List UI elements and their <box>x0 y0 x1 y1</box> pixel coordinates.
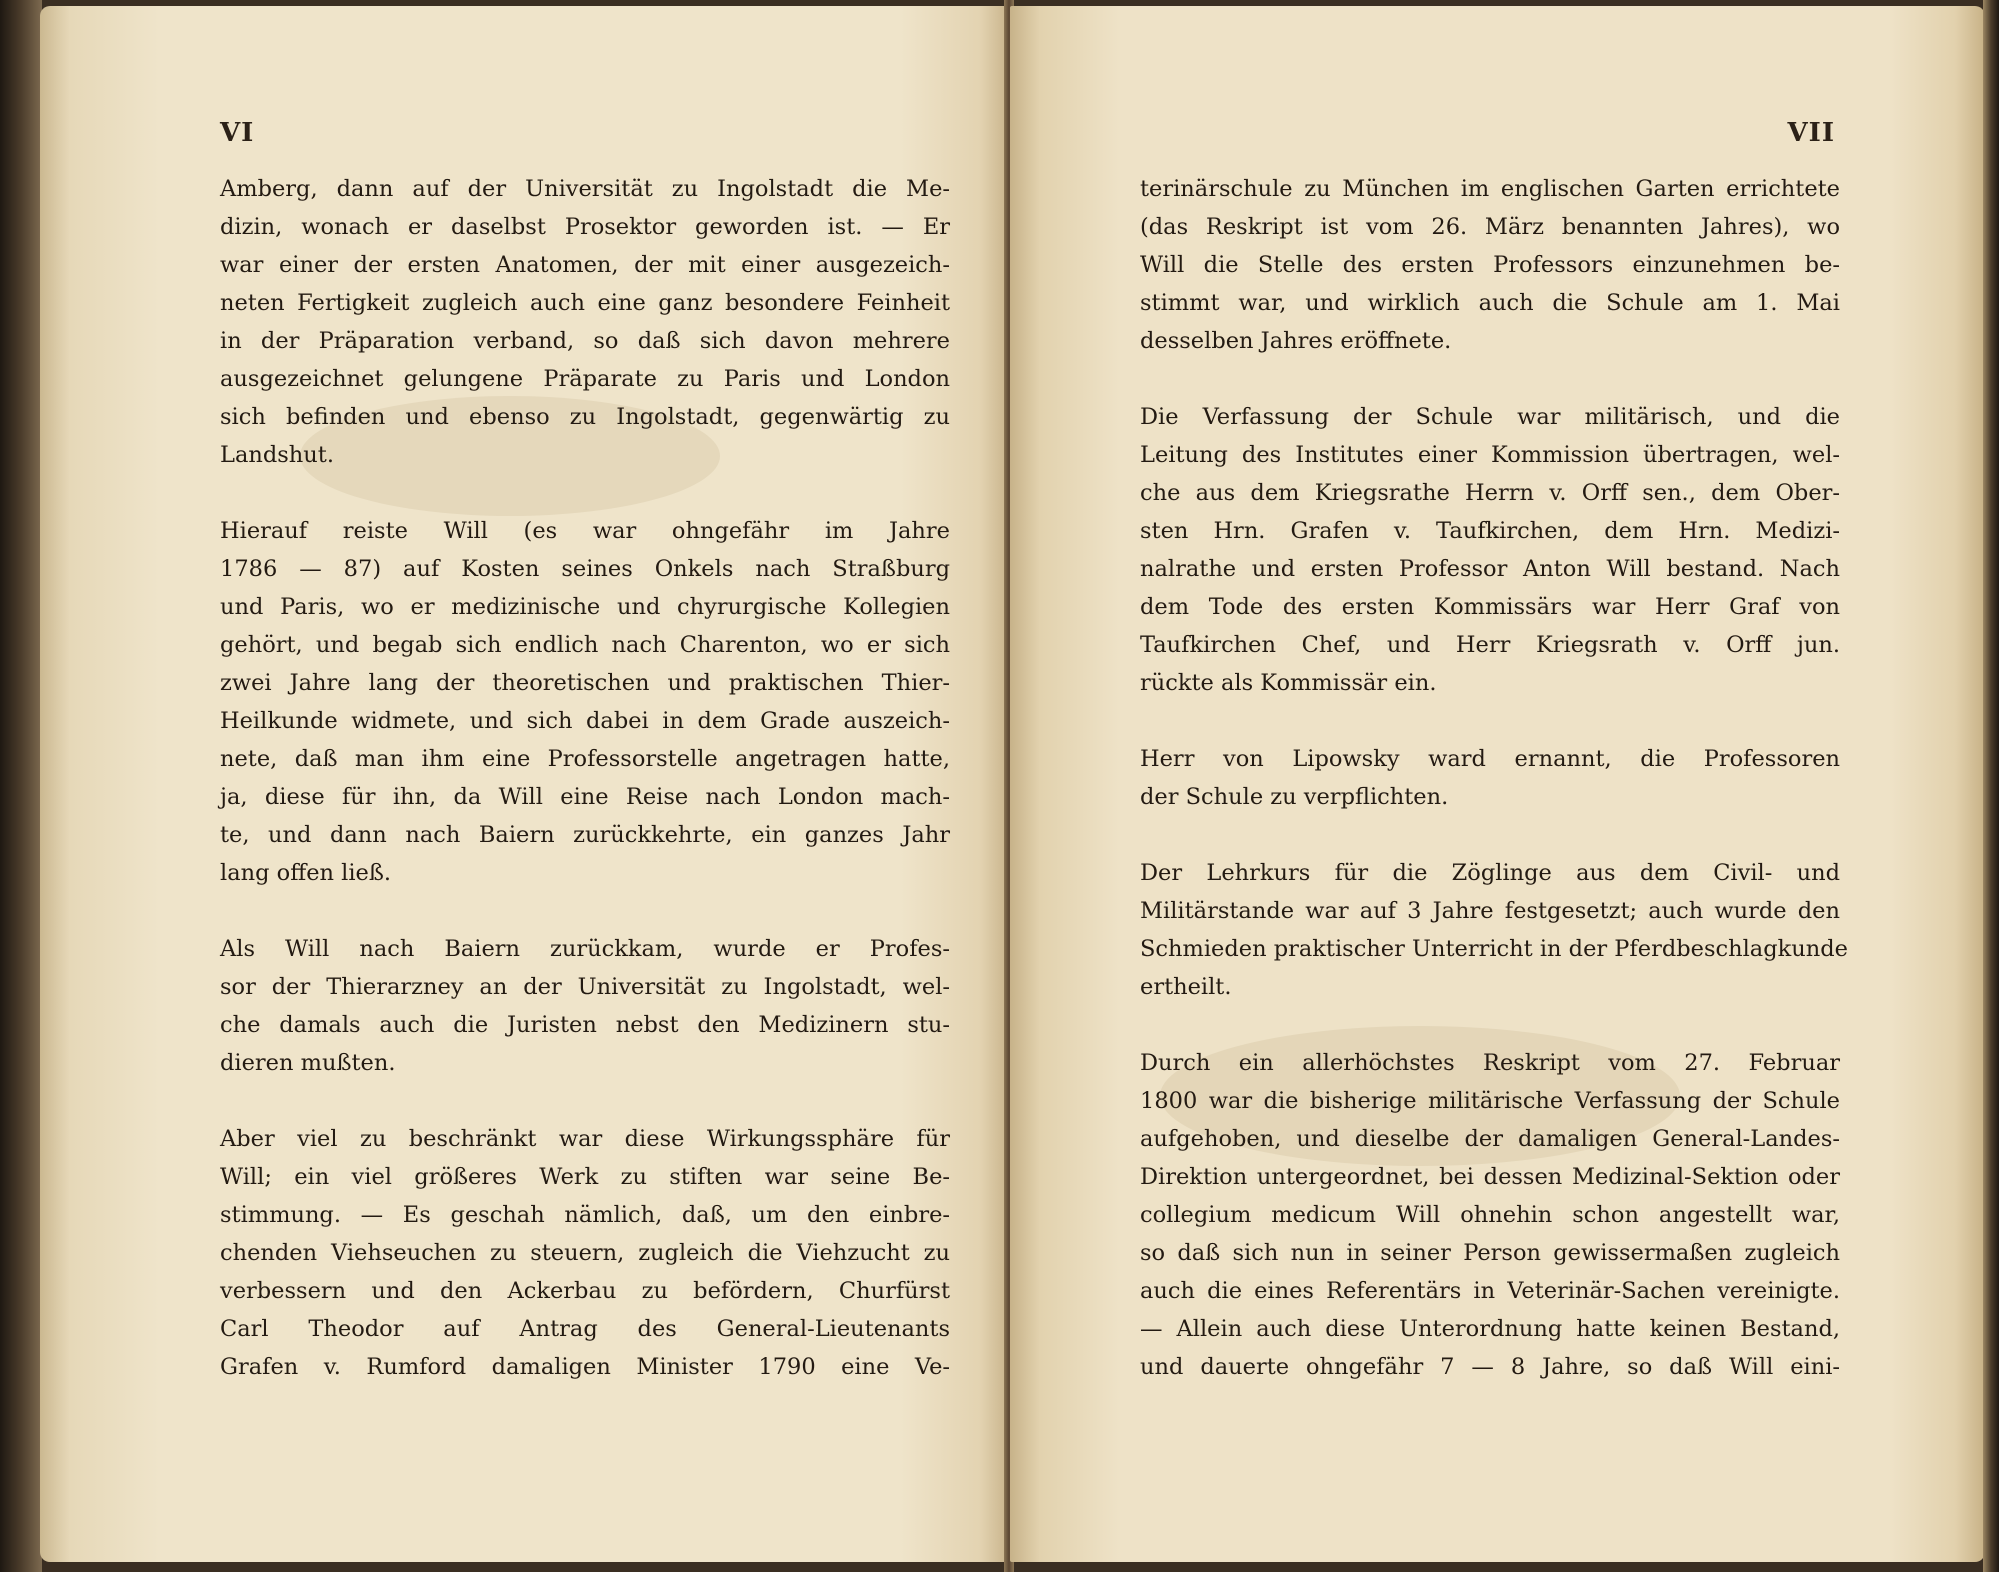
text-line: Hierauf reiste Will (es war ohngefähr im Jahre <box>220 518 950 544</box>
text-line: nalrathe und ersten Professor Anton Will bestand. Nach <box>1140 556 1840 582</box>
text-line: dem Tode des ersten Kommissärs war Herr Graf von <box>1140 594 1840 620</box>
text-line: ja, diese für ihn, da Will eine Reise nach London mach- <box>220 784 950 810</box>
text-line: Direktion untergeordnet, bei dessen Medizinal-Sektion oder <box>1140 1164 1840 1190</box>
text-line: desselben Jahres eröffnete. <box>1140 328 1452 354</box>
right-page-text <box>1140 170 1848 1386</box>
text-line: te, und dann nach Baiern zurückkehrte, ein ganzes Jahr <box>220 822 950 848</box>
left-page-number: VI <box>220 118 255 148</box>
text-line: dizin, wonach er daselbst Prosektor geworden ist. — Er <box>220 214 950 240</box>
text-line: Aber viel zu beschränkt war diese Wirkungssphäre für <box>220 1126 950 1152</box>
text-line: Heilkunde widmete, und sich dabei in dem Grade auszeich- <box>220 708 950 734</box>
text-line: dieren mußten. <box>220 1050 396 1076</box>
text-line: Schmieden praktischer Unterricht in der Pferdbeschlagkunde <box>1140 936 1848 962</box>
text-line: und dauerte ohngefähr 7 — 8 Jahre, so daß Will eini- <box>1140 1354 1840 1380</box>
text-line: Will; ein viel größeres Werk zu stiften war seine Be- <box>220 1164 950 1190</box>
text-line: der Schule zu verpflichten. <box>1140 784 1449 810</box>
text-line: so daß sich nun in seiner Person gewissermaßen zugleich <box>1140 1240 1840 1266</box>
book-edge-left <box>0 0 42 1572</box>
book-edge-right <box>1983 0 1999 1572</box>
text-line: war einer der ersten Anatomen, der mit einer ausgezeich- <box>220 252 950 278</box>
text-line: stimmt war, und wirklich auch die Schule am 1. Mai <box>1140 290 1840 316</box>
paragraph-gap <box>1140 1006 1840 1044</box>
paragraph-gap <box>220 1082 950 1120</box>
text-line: 1786 — 87) auf Kosten seines Onkels nach Straßburg <box>220 556 950 582</box>
text-line: zwei Jahre lang der theoretischen und praktischen Thier- <box>220 670 950 696</box>
text-line: Taufkirchen Chef, und Herr Kriegsrath v. Orff jun. <box>1140 632 1840 658</box>
text-line: Die Verfassung der Schule war militärisch, und die <box>1140 404 1840 430</box>
text-line: nete, daß man ihm eine Professorstelle angetragen hatte, <box>220 746 950 772</box>
paragraph-gap <box>220 474 950 512</box>
text-line: che aus dem Kriegsrathe Herrn v. Orff sen., dem Ober- <box>1140 480 1840 506</box>
text-line: — Allein auch diese Unterordnung hatte keinen Bestand, <box>1140 1316 1840 1342</box>
text-line: auch die eines Referentärs in Veterinär-Sachen vereinigte. <box>1140 1278 1840 1304</box>
text-line: che damals auch die Juristen nebst den Medizinern stu- <box>220 1012 950 1038</box>
text-line: Leitung des Institutes einer Kommission übertragen, wel- <box>1140 442 1840 468</box>
text-line: Der Lehrkurs für die Zöglinge aus dem Civil- und <box>1140 860 1840 886</box>
text-line: sten Hrn. Grafen v. Taufkirchen, dem Hrn. Medizi- <box>1140 518 1840 544</box>
text-line: stimmung. — Es geschah nämlich, daß, um den einbre- <box>220 1202 950 1228</box>
right-page-number: VII <box>1787 118 1835 148</box>
right-page <box>1010 6 1985 1562</box>
text-line: in der Präparation verband, so daß sich davon mehrere <box>220 328 950 354</box>
text-line: Landshut. <box>220 442 334 468</box>
text-line: gehört, und begab sich endlich nach Charenton, wo er sich <box>220 632 950 658</box>
text-line: Carl Theodor auf Antrag des General-Lieutenants <box>220 1316 950 1342</box>
text-line: sich befinden und ebenso zu Ingolstadt, gegenwärtig zu <box>220 404 950 430</box>
text-line: Will die Stelle des ersten Professors einzunehmen be- <box>1140 252 1840 278</box>
text-line: rückte als Kommissär ein. <box>1140 670 1437 696</box>
paragraph-gap <box>220 892 950 930</box>
left-page-text <box>220 170 950 1386</box>
text-line: 1800 war die bisherige militärische Verfassung der Schule <box>1140 1088 1840 1114</box>
text-line: sor der Thierarzney an der Universität zu Ingolstadt, wel- <box>220 974 950 1000</box>
text-line: Als Will nach Baiern zurückkam, wurde er Profes- <box>220 936 950 962</box>
text-line: Durch ein allerhöchstes Reskript vom 27. Februar <box>1140 1050 1840 1076</box>
paragraph-gap <box>1140 702 1840 740</box>
paragraph-gap <box>1140 360 1840 398</box>
left-page <box>40 6 1008 1562</box>
text-line: aufgehoben, und dieselbe der damaligen General-Landes- <box>1140 1126 1840 1152</box>
text-line: chenden Viehseuchen zu steuern, zugleich die Viehzucht zu <box>220 1240 950 1266</box>
text-line: Herr von Lipowsky ward ernannt, die Professoren <box>1140 746 1840 772</box>
text-line: lang offen ließ. <box>220 860 392 886</box>
text-line: verbessern und den Ackerbau zu befördern, Churfürst <box>220 1278 950 1304</box>
text-line: ausgezeichnet gelungene Präparate zu Paris und London <box>220 366 950 392</box>
paragraph-gap <box>1140 816 1840 854</box>
text-line: collegium medicum Will ohnehin schon angestellt war, <box>1140 1202 1840 1228</box>
text-line: terinärschule zu München im englischen Garten errichtete <box>1140 176 1840 202</box>
text-line: Amberg, dann auf der Universität zu Ingolstadt die Me- <box>220 176 950 202</box>
text-line: Grafen v. Rumford damaligen Minister 1790 eine Ve- <box>220 1354 950 1380</box>
text-line: ertheilt. <box>1140 974 1232 1000</box>
text-line: Militärstande war auf 3 Jahre festgesetzt; auch wurde den <box>1140 898 1840 924</box>
text-line: und Paris, wo er medizinische und chyrurgische Kollegien <box>220 594 950 620</box>
text-line: neten Fertigkeit zugleich auch eine ganz besondere Feinheit <box>220 290 950 316</box>
text-line: (das Reskript ist vom 26. März benannten Jahres), wo <box>1140 214 1840 240</box>
